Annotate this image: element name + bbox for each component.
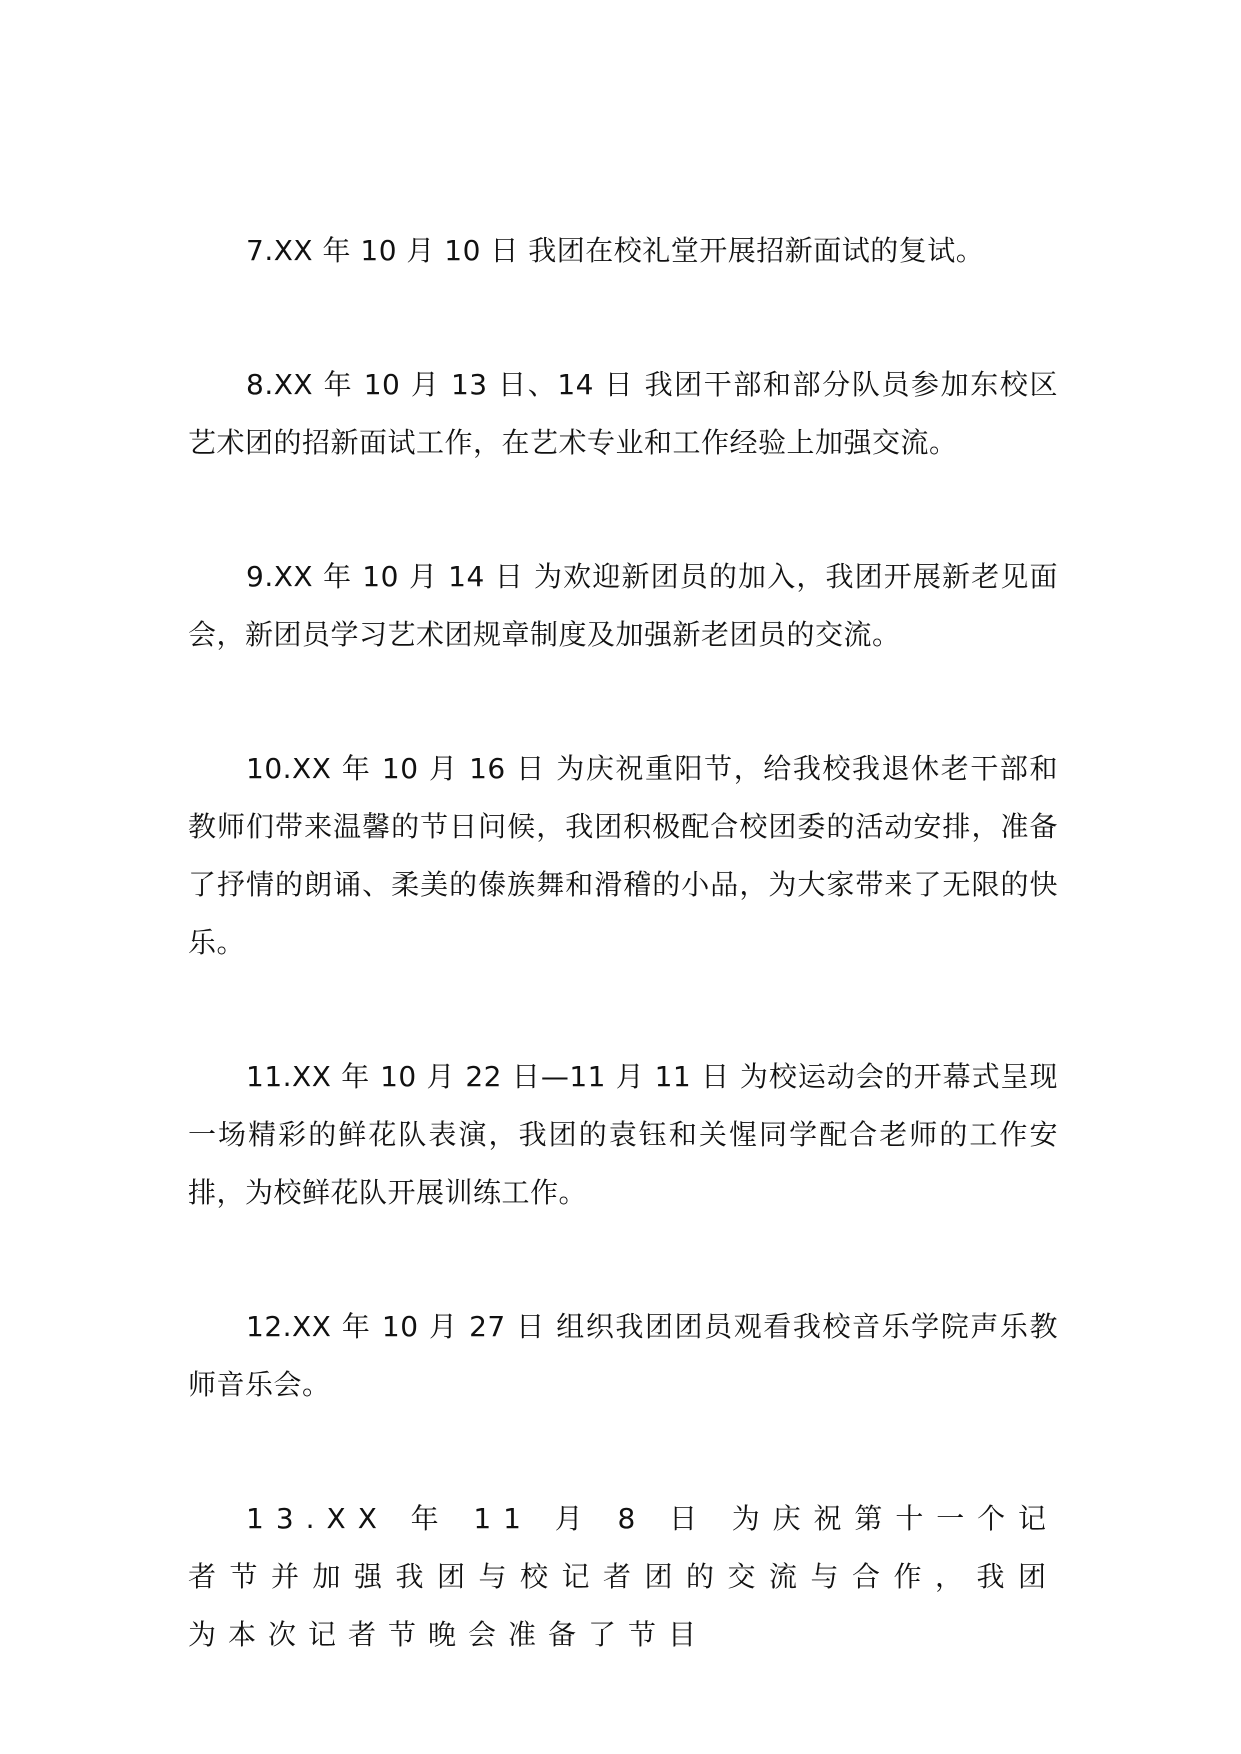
paragraph-item-10: 10.XX 年 10 月 16 日 为庆祝重阳节，给我校我退休老干部和教师们带来温馨的节日问候，我团积极配合校团委的活动安排，准备了抒情的朗诵、柔美的傣族舞和滑稽的小品，为大家带来了无限的快乐。 [188,752,1058,959]
paragraph-item-8: 8.XX 年 10 月 13 日、14 日 我团干部和部分队员参加东校区艺术团的招新面试工作，在艺术专业和工作经验上加强交流。 [188,368,1058,459]
paragraph-item-12: 12.XX 年 10 月 27 日 组织我团团员观看我校音乐学院声乐教师音乐会。 [188,1310,1058,1401]
paragraph-item-7: 7.XX 年 10 月 10 日 我团在校礼堂开展招新面试的复试。 [246,234,985,267]
paragraph-item-11: 11.XX 年 10 月 22 日—11 月 11 日 为校运动会的开幕式呈现一场精彩的鲜花队表演，我团的袁钰和关惺同学配合老师的工作安排，为校鲜花队开展训练工作。 [188,1060,1058,1209]
paragraph-item-9: 9.XX 年 10 月 14 日 为欢迎新团员的加入，我团开展新老见面会，新团员学习艺术团规章制度及加强新老团员的交流。 [188,560,1058,651]
document-body [188,222,1058,1664]
paragraph-item-13: 13.XX 年 11 月 8 日 为庆祝第十一个记者节并加强我团与校记者团的交流与合作，我团为本次记者节晚会准备了节目 [188,1502,1058,1651]
